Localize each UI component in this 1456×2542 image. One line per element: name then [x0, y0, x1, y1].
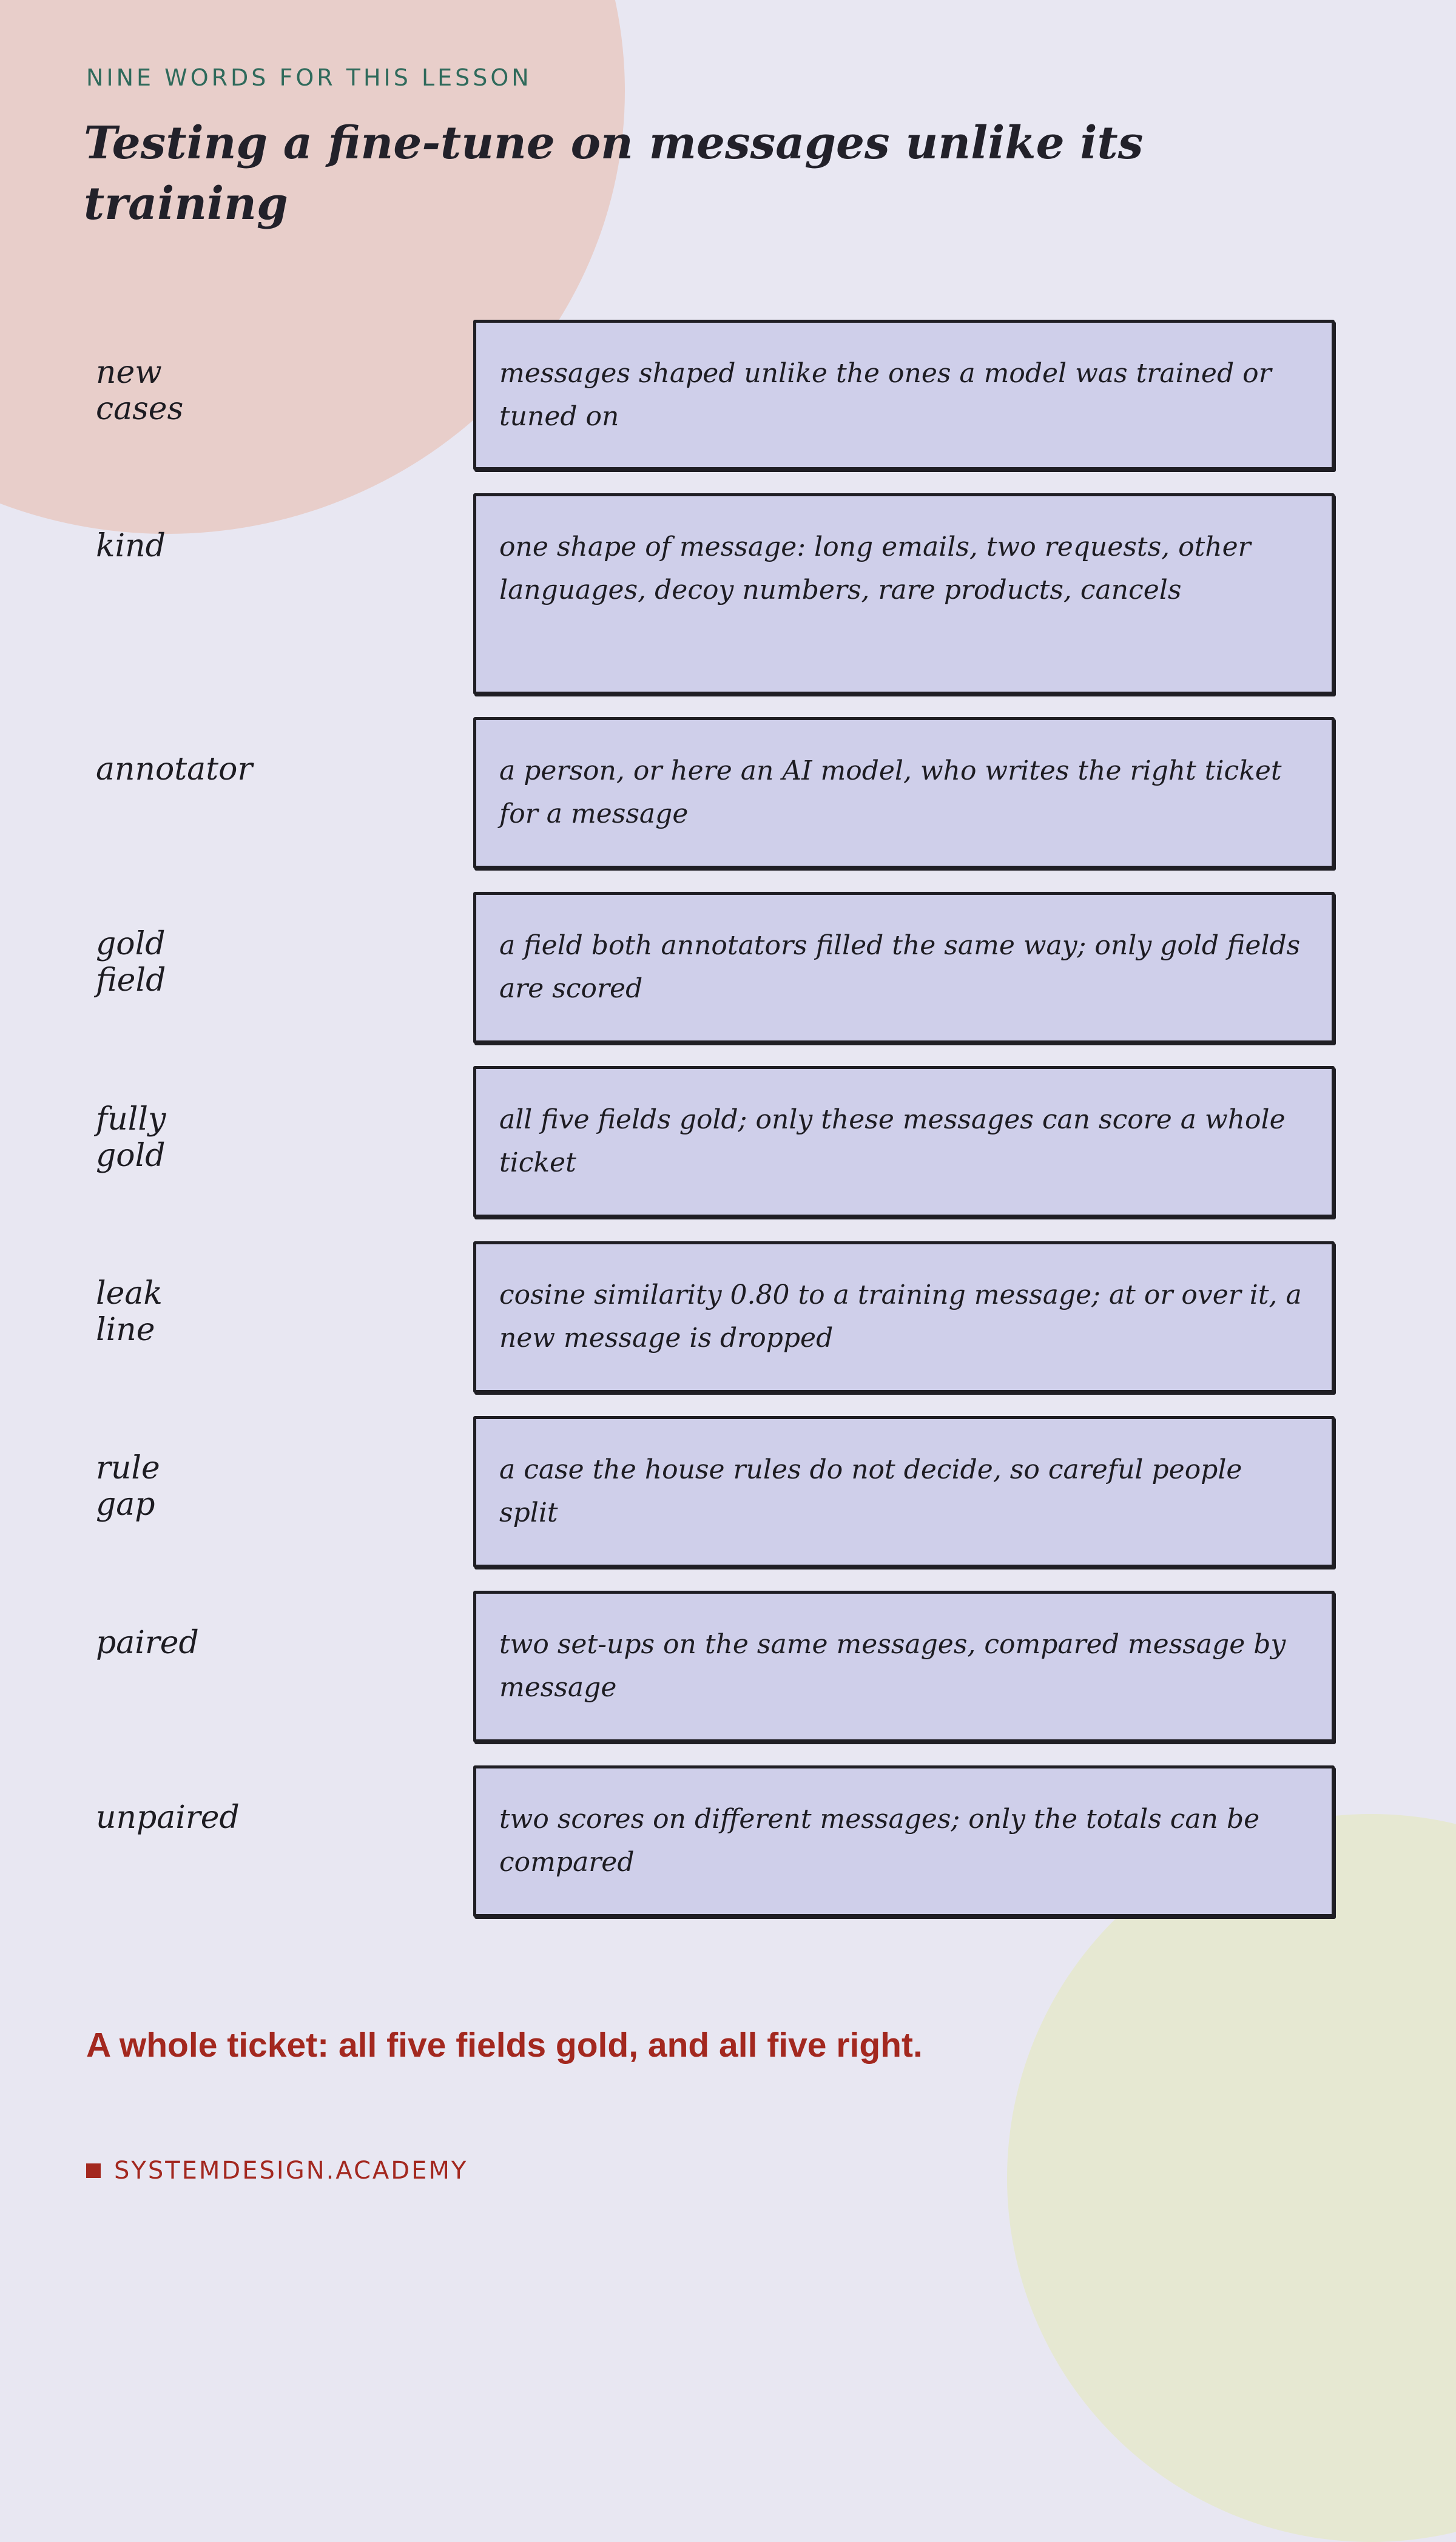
- glossary-definition-card: one shape of message: long emails, two requests, other languages, decoy numbers, rare products, cancels: [473, 493, 1335, 695]
- page-title: Testing a fine-tune on messages unlike its training: [84, 117, 1144, 230]
- decorative-circle-bottom: [1007, 1814, 1456, 2542]
- glossary-term: paired: [96, 1625, 199, 1661]
- glossary-definition-card: a case the house rules do not decide, so careful people split: [473, 1416, 1335, 1568]
- glossary-definition-card: cosine similarity 0.80 to a training message; at or over it, a new message is dropped: [473, 1241, 1335, 1393]
- glossary-term: annotator: [96, 751, 253, 787]
- glossary-term: unpaired: [96, 1799, 240, 1836]
- glossary-term: leak line: [96, 1275, 163, 1348]
- glossary-term: new cases: [96, 354, 184, 427]
- summary-tagline: A whole ticket: all five fields gold, and all five right.: [86, 2026, 923, 2065]
- glossary-definition-card: all five fields gold; only these messages can score a whole ticket: [473, 1066, 1335, 1218]
- footer-brand-text: SYSTEMDESIGN.ACADEMY: [114, 2157, 468, 2185]
- glossary-term: gold field: [96, 926, 166, 999]
- glossary-definition-card: messages shaped unlike the ones a model was trained or tuned on: [473, 320, 1335, 470]
- brand-square-icon: [86, 2163, 101, 2178]
- glossary-term: fully gold: [96, 1101, 166, 1174]
- footer-brand: [86, 2157, 468, 2185]
- glossary-term: kind: [96, 528, 166, 564]
- glossary-definition-card: a person, or here an AI model, who writes the right ticket for a message: [473, 717, 1335, 869]
- glossary-definition-card: a field both annotators filled the same way; only gold fields are scored: [473, 892, 1335, 1043]
- glossary-term: rule gap: [96, 1450, 160, 1523]
- glossary-definition-card: two set-ups on the same messages, compared message by message: [473, 1591, 1335, 1742]
- glossary-definition-card: two scores on different messages; only the totals can be compared: [473, 1765, 1335, 1917]
- eyebrow-label: NINE WORDS FOR THIS LESSON: [86, 64, 532, 91]
